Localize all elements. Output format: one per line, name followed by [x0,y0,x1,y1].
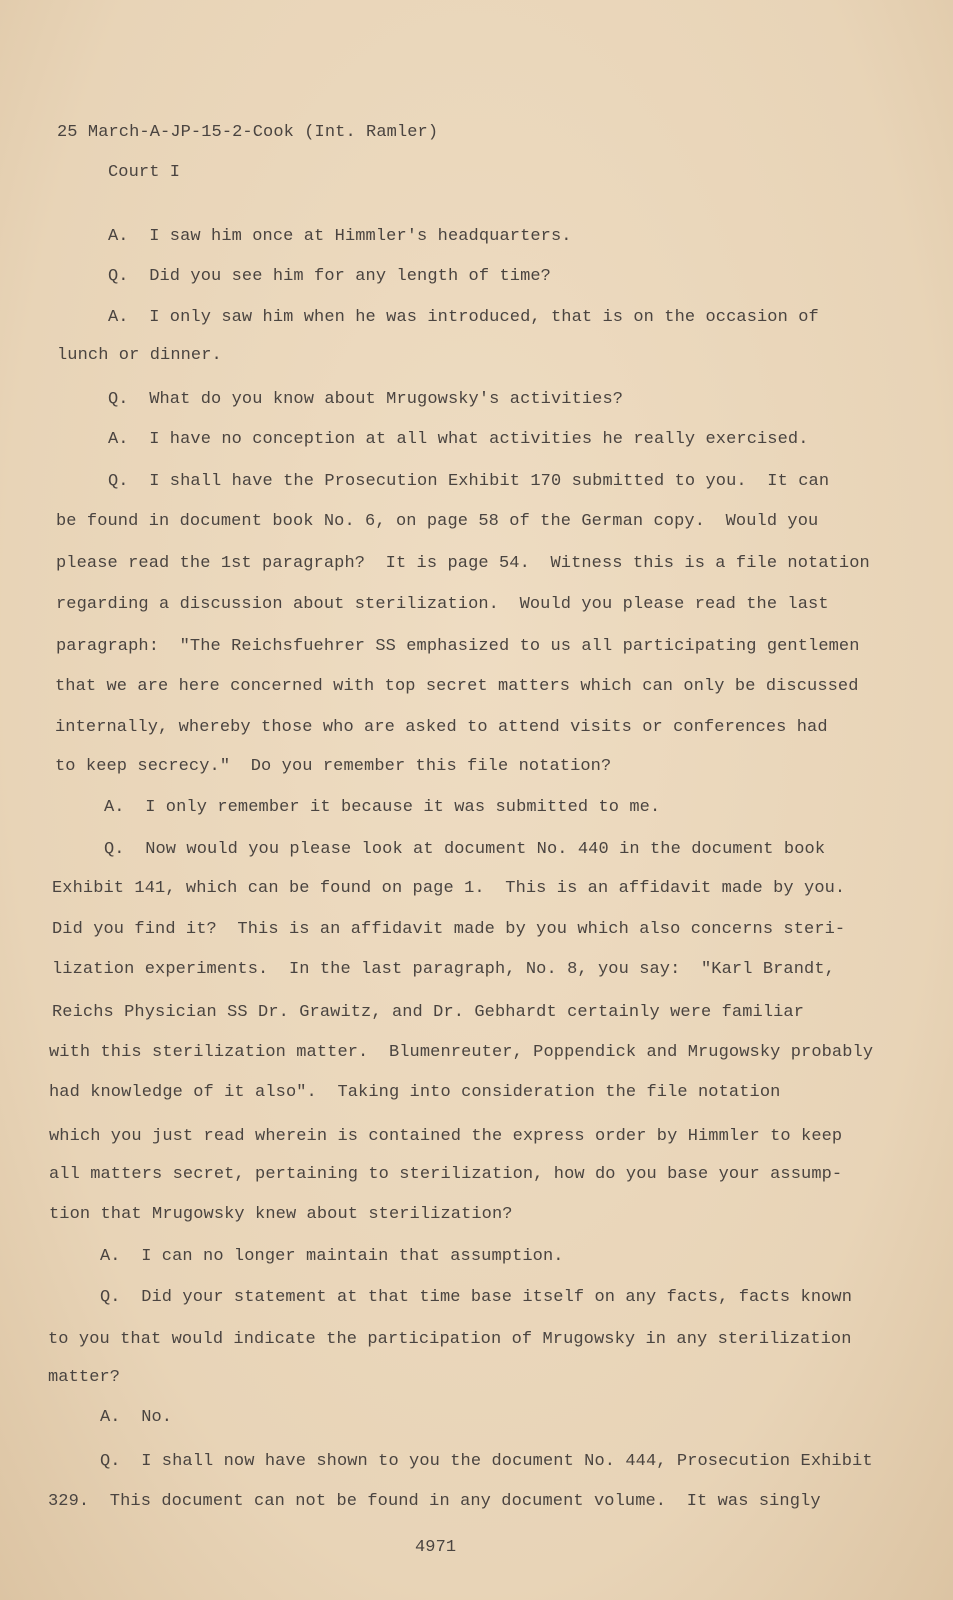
text-line: please read the 1st paragraph? It is page 54. Witness this is a file notation [56,554,870,573]
text-line: tion that Mrugowsky knew about sterilization? [49,1205,513,1224]
text-line: lization experiments. In the last paragraph, No. 8, you say: "Karl Brandt, [52,960,835,979]
text-line: had knowledge of it also". Taking into consideration the file notation [49,1083,781,1102]
question-line: Q. Did your statement at that time base itself on any facts, facts known [100,1288,853,1307]
text-line: 329. This document can not be found in any document volume. It was singly [48,1492,821,1511]
text-line: to keep secrecy." Do you remember this file notation? [55,757,612,776]
answer-line: A. No. [100,1408,173,1427]
page-number: 4971 [415,1538,457,1557]
court-label: Court I [108,163,181,182]
text-line: internally, whereby those who are asked to attend visits or conferences had [55,718,828,737]
text-line: that we are here concerned with top secret matters which can only be discussed [55,677,859,696]
text-line: with this sterilization matter. Blumenreuter, Poppendick and Mrugowsky probably [49,1043,874,1062]
text-line: paragraph: "The Reichsfuehrer SS emphasized to us all participating gentlemen [56,637,860,656]
text-line: Reichs Physician SS Dr. Grawitz, and Dr. Gebhardt certainly were familiar [52,1003,805,1022]
document-header: 25 March-A-JP-15-2-Cook (Int. Ramler) [57,123,439,142]
text-line: Exhibit 141, which can be found on page 1. This is an affidavit made by you. [52,879,846,898]
text-line: which you just read wherein is contained the express order by Himmler to keep [49,1127,843,1146]
text-line: all matters secret, pertaining to sterilization, how do you base your assump- [49,1165,843,1184]
answer-line: A. I have no conception at all what activities he really exercised. [108,430,809,449]
text-line: be found in document book No. 6, on page 58 of the German copy. Would you [56,512,819,531]
answer-line: A. I only saw him when he was introduced, that is on the occasion of [108,308,819,327]
question-line: Q. Now would you please look at document No. 440 in the document book [104,840,826,859]
question-line: Q. Did you see him for any length of time? [108,267,551,286]
answer-line: A. I only remember it because it was submitted to me. [104,798,661,817]
text-line: Did you find it? This is an affidavit made by you which also concerns steri- [52,920,846,939]
text-line: regarding a discussion about sterilization. Would you please read the last [56,595,829,614]
question-line: Q. I shall now have shown to you the document No. 444, Prosecution Exhibit [100,1452,873,1471]
question-line: Q. I shall have the Prosecution Exhibit 170 submitted to you. It can [108,472,830,491]
text-line: lunch or dinner. [57,346,222,365]
question-line: Q. What do you know about Mrugowsky's activities? [108,390,624,409]
text-line: matter? [48,1368,121,1387]
answer-line: A. I can no longer maintain that assumption. [100,1247,564,1266]
answer-line: A. I saw him once at Himmler's headquarters. [108,227,572,246]
text-line: to you that would indicate the participation of Mrugowsky in any sterilization [48,1330,852,1349]
